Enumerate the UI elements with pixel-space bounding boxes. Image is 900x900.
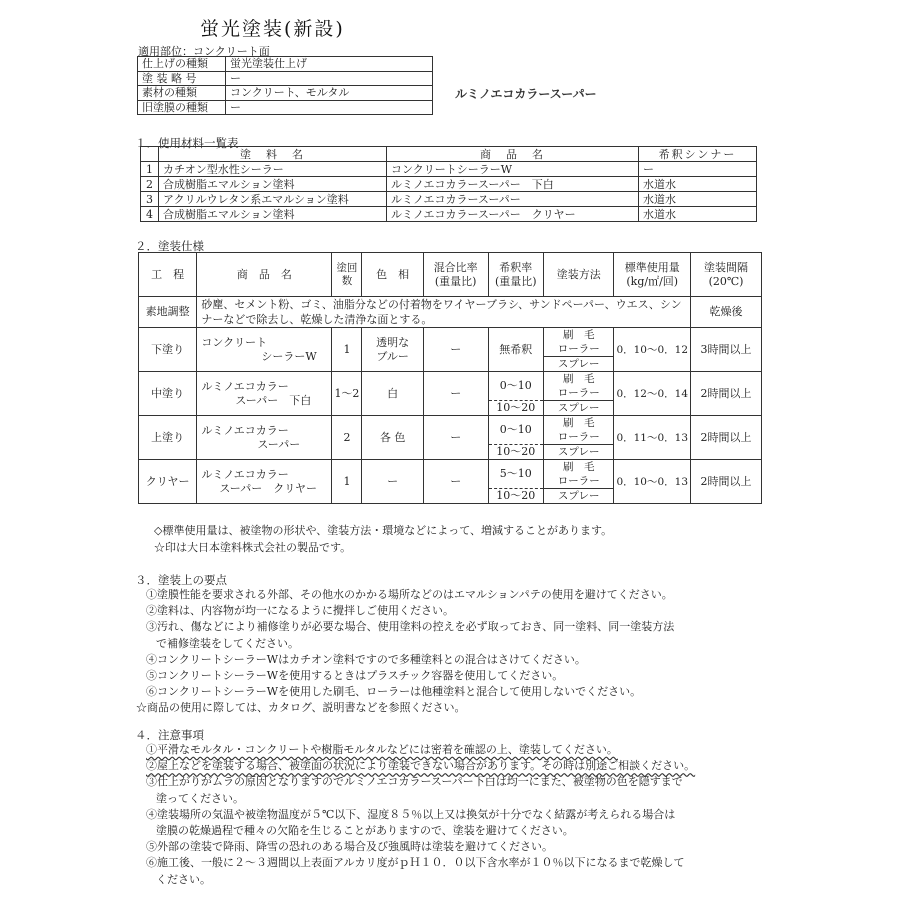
row-color-a: ー [387,474,399,488]
list-item: ☆商品の使用に際しては、カタログ、説明書などを参照ください。 [136,701,466,715]
list-item: ④塗装場所の気温や被塗物温度が５℃以下、湿度８５％以上又は換気が十分でなく結露が考えられる場合は [146,807,676,821]
list-item: ②塗料は、内容物が均一になるように攪拌しご使用ください。 [146,604,454,618]
row-product-a: ルミノエコカラー [201,467,289,481]
row-color [362,328,423,372]
row-dilution: 無希釈 [488,328,543,372]
list-item: ⑤コンクリートシーラーWを使用するときはプラスチック容器を使用してください。 [146,669,564,683]
row-no: 2 [141,177,159,192]
col-paint-header: 塗 料 名 [159,147,387,162]
row-no: 1 [141,162,159,177]
row-thinner: 水道水 [639,177,757,192]
spec-summary-table [137,56,433,115]
row-process: 中塗り [139,372,197,416]
row-mix: ー [423,328,488,372]
row-color-a: 各 色 [379,430,406,444]
materials-header-row [141,147,757,162]
row-mix: ー [423,416,488,460]
hdr-method: 塗装方法 [543,253,613,297]
row-thinner: 水道水 [639,192,757,207]
row-dilution-b: 10～20 [488,489,543,504]
list-item: で補修塗装をしてください。 [156,636,299,650]
row-no: 3 [141,192,159,207]
table-row [139,460,762,489]
hdr-dilution [488,253,543,297]
row-product: ルミノエコカラースーパー 下白 [387,177,639,192]
row-method-c: スプレー [543,357,613,372]
hdr-interval [691,253,762,297]
list-item: 塗膜の乾燥過程で種々の欠陥を生じることがありますので、塗装を避けてください。 [156,824,574,838]
row-dilution-a: 0～10 [488,416,543,445]
row-color [362,372,423,416]
table-row [141,207,757,222]
row-thinner: ー [639,162,757,177]
row-usage: 0．10～0．13 [614,460,691,504]
col-product-header: 商 品 名 [387,147,639,162]
product-brand: ルミノエコカラースーパー [455,87,597,101]
row-product-b: スーパー [257,437,301,451]
table-row [139,328,762,357]
hdr-mix-a: 混合比率 [433,260,478,274]
hdr-interval-a: 塗装間隔 [704,260,749,274]
row-product-a: ルミノエコカラー [201,423,289,437]
table-row [141,192,757,207]
hdr-dilution-b: (重量比) [495,274,537,288]
row-product: ルミノエコカラースーパー クリヤー [387,207,639,222]
row-method-b: ローラー [557,431,600,443]
hdr-usage-a: 標準使用量 [624,260,680,274]
prep-process: 素地調整 [139,297,197,328]
row-method-a: 刷 毛 [562,461,595,473]
row-paint: アクリルウレタン系エマルション塗料 [159,192,387,207]
row-product-a: コンクリート [201,335,268,349]
row-interval: 2時間以上 [691,460,762,504]
spec-row [138,100,433,115]
footnote: ◇標準使用量は、被塗物の形状や、塗装方法・環境などによって、増減することがあります。 [154,524,613,537]
row-method [543,460,613,489]
list-item: ③汚れ、傷などにより補修塗りが必要な場合、使用塗料の控えを必ず取っておき、同一塗料、同一塗装方法 [146,620,675,634]
row-coats: 1 [332,328,362,372]
row-dilution-b: 10～20 [488,401,543,416]
spec-row [138,86,433,101]
prep-interval: 乾燥後 [691,297,762,328]
section1-heading: １．使用材料一覧表 [135,136,239,150]
row-thinner: 水道水 [639,207,757,222]
row-product [197,416,332,460]
table-row [141,177,757,192]
row-process: 下塗り [139,328,197,372]
row-method-b: ローラー [557,387,600,399]
hdr-usage [614,253,691,297]
row-method-c: スプレー [543,445,613,460]
row-usage: 0．12～0．14 [614,372,691,416]
hdr-interval-b: (20℃) [708,274,744,288]
row-color-b: ブルー [376,349,409,363]
col-thinner-header: 希釈シンナー [639,147,757,162]
row-coats: 1～2 [332,372,362,416]
row-dilution-a: 0～10 [488,372,543,401]
applies-to: 適用部位：コンクリート面 [138,45,270,58]
row-process: 上塗り [139,416,197,460]
row-paint: 合成樹脂エマルション塗料 [159,177,387,192]
row-mix: ー [423,460,488,504]
spec-key: 素材の種類 [138,86,226,101]
row-product [197,460,332,504]
row-interval: 3時間以上 [691,328,762,372]
row-method-a: 刷 毛 [562,417,595,429]
row-method [543,372,613,401]
col-no-header [141,147,159,162]
section3-list [136,587,675,717]
row-method [543,328,613,357]
row-paint: カチオン型水性シーラー [159,162,387,177]
list-item: ⑥コンクリートシーラーWを使用した刷毛、ローラーは他種塗料と混合して使用しないでください。 [146,685,642,699]
section4-list [146,742,695,888]
spec-row [138,71,433,86]
table-row [141,162,757,177]
list-item: ①塗膜性能を要求される外部、その他水のかかる場所などのはエマルションパテの使用を避けてください。 [146,588,673,601]
section4-heading: ４．注意事項 [135,728,204,742]
row-product-b: スーパー 下白 [235,393,312,407]
list-item: ②屋上などを塗装する場合、被塗面の状況により塗装できない場合があります。その時は別途ご相談ください。 [146,759,696,773]
table-row [139,416,762,445]
row-mix: ー [423,372,488,416]
row-usage: 0．11～0．13 [614,416,691,460]
page-title: 蛍光塗装(新設) [200,18,345,40]
materials-table [140,146,757,222]
footnote: ☆印は大日本塗料株式会社の製品です。 [154,541,352,554]
row-coats: 1 [332,460,362,504]
row-color [362,460,423,504]
row-product [197,372,332,416]
spec-key: 塗 装 略 号 [138,71,226,86]
row-method-a: 刷 毛 [562,329,595,341]
spec-key: 旧塗膜の種類 [138,100,226,115]
prep-row [139,297,762,328]
hdr-coats: 塗回数 [332,253,362,297]
row-usage: 0．10～0．12 [614,328,691,372]
row-method-c: スプレー [543,489,613,504]
row-color [362,416,423,460]
hdr-product: 商 品 名 [197,253,332,297]
hdr-color: 色 相 [362,253,423,297]
row-product: ルミノエコカラースーパー [387,192,639,207]
section2-heading: ２．塗装仕様 [135,239,204,253]
spec-value: ー [226,100,433,115]
hdr-process: 工 程 [139,253,197,297]
row-interval: 2時間以上 [691,372,762,416]
row-dilution-a: 5～10 [488,460,543,489]
hdr-mix [423,253,488,297]
row-product-b: シーラーW [261,349,317,363]
spec-value: ー [226,71,433,86]
row-method-b: ローラー [557,343,600,355]
spec-row [138,57,433,72]
row-color-a: 白 [387,386,399,400]
row-method [543,416,613,445]
row-product-a: ルミノエコカラー [201,379,289,393]
list-item: ください。 [156,872,211,886]
row-method-c: スプレー [543,401,613,416]
row-color-a: 透明な [376,335,410,349]
spec-value: コンクリート、モルタル [226,86,433,101]
coating-spec-table [138,252,762,504]
row-paint: 合成樹脂エマルション塗料 [159,207,387,222]
list-item: ④コンクリートシーラーWはカチオン塗料ですので多種塗料との混合はさけてください。 [146,652,586,666]
row-no: 4 [141,207,159,222]
row-coats: 2 [332,416,362,460]
hdr-mix-b: (重量比) [434,274,477,288]
row-method-a: 刷 毛 [562,373,595,385]
list-item: ①平滑なモルタル・コンクリートや樹脂モルタルなどには密着を確認の上、塗装してください。 [146,743,618,756]
list-item: 塗ってください。 [156,791,244,805]
row-process: クリヤー [139,460,197,504]
spec-value: 蛍光塗装仕上げ [226,57,433,72]
row-product-b: スーパー クリヤー [219,481,318,495]
section3-heading: ３．塗装上の要点 [135,573,227,587]
spec-header-row [139,253,762,297]
row-dilution-b: 10～20 [488,445,543,460]
row-product: コンクリートシーラーW [387,162,639,177]
hdr-dilution-a: 希釈率 [499,260,533,274]
table-row [139,372,762,401]
spec-key: 仕上げの種類 [138,57,226,72]
hdr-usage-b: (kg/㎡/回) [626,274,679,288]
prep-note: 砂塵、セメント粉、ゴミ、油脂分などの付着物をワイヤーブラシ、サンドペーパー、ウエス、シンナーなどで除去し、乾燥した清浄な面とする。 [197,297,691,328]
spec-footnotes [154,522,612,556]
list-item: ⑤外部の塗装で降雨、降雪の恐れのある場合及び強風時は塗装を避けてください。 [146,840,553,854]
row-product [197,328,332,372]
list-item: ③仕上がりがムラの原因となりますのでルミノエコカラースーパー下白は均一にまた、被塗物の色を隠すまで [146,775,683,789]
row-interval: 2時間以上 [691,416,762,460]
list-item: ⑥施工後、一般に２～３週間以上表面アルカリ度がｐＨ１０．０以下含水率が１０％以下になるまで乾燥して [146,856,685,870]
row-method-b: ローラー [557,475,600,487]
